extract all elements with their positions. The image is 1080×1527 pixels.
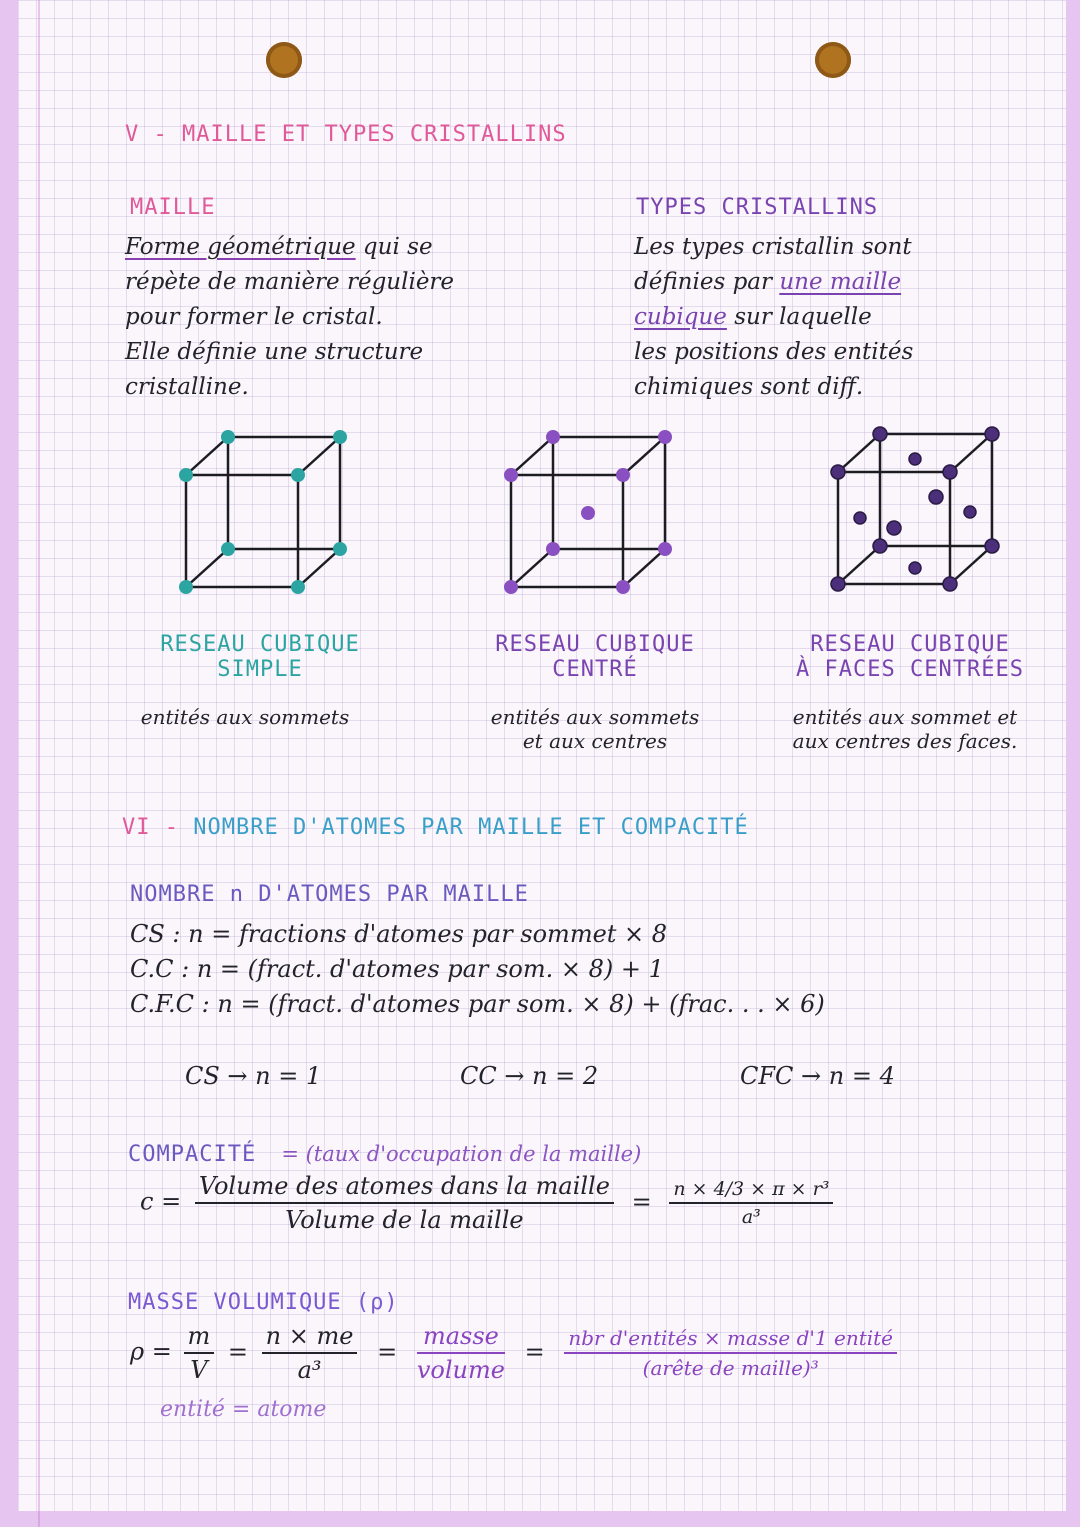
cube-centered-description: entités aux sommets et aux centres bbox=[490, 705, 700, 753]
formula-cfc: C.F.C : n = (fract. d'atomes par som. × 8) + (frac. . . × 6) bbox=[130, 990, 825, 1018]
formula-cs: CS : n = fractions d'atomes par sommet × 8 bbox=[130, 920, 668, 948]
result-cfc: CFC → n = 4 bbox=[740, 1062, 895, 1090]
entite-note: entité = atome bbox=[160, 1397, 327, 1422]
formula-cc: C.C : n = (fract. d'atomes par som. × 8) + 1 bbox=[130, 955, 664, 983]
punch-hole-right bbox=[815, 42, 851, 78]
page-edge-bottom bbox=[0, 1511, 1080, 1527]
nombre-heading: NOMBRE n D'ATOMES PAR MAILLE bbox=[130, 882, 529, 907]
cube-simple-caption: RESEAU CUBIQUE SIMPLE bbox=[160, 632, 360, 682]
masse-volumique-heading: MASSE VOLUMIQUE (ρ) bbox=[128, 1290, 399, 1315]
cube-face-centered-diagram bbox=[822, 422, 1012, 592]
cube-simple-description: entités aux sommets bbox=[140, 705, 350, 729]
compacite-note: = (taux d'occupation de la maille) bbox=[281, 1142, 642, 1166]
cube-centered-diagram bbox=[495, 425, 685, 595]
section-5-title: V - MAILLE ET TYPES CRISTALLINS bbox=[125, 122, 567, 147]
section-6-title: VI - NOMBRE D'ATOMES PAR MAILLE ET COMPACITÉ bbox=[122, 815, 749, 840]
result-cc: CC → n = 2 bbox=[460, 1062, 599, 1090]
margin-line bbox=[38, 0, 40, 1527]
compacite-heading: COMPACITÉ bbox=[128, 1142, 257, 1167]
types-definition: Les types cristallin sont définies par une maille cubique sur laquelle les positions des entités chimiques sont diff. bbox=[634, 234, 914, 400]
result-cs: CS → n = 1 bbox=[185, 1062, 322, 1090]
cube-simple-diagram bbox=[170, 425, 360, 595]
maille-heading: MAILLE bbox=[130, 195, 216, 220]
maille-definition: Forme géométrique qui se répète de manière régulière pour former le cristal. Elle définie une structure cristalline. bbox=[125, 234, 455, 400]
masse-volumique-formula: ρ = $\frac{m}{V}$ = $\frac{n \times me}{\text{a³}}$ = $\frac{\text{masse}}{\text{volume}}$ = $\frac{\text{nbr d'entités × masse d'1 entité}}{\text{(arête de maille)³}}$ bbox=[130, 1322, 897, 1384]
page-edge-left bbox=[0, 0, 18, 1527]
page-edge-right bbox=[1066, 0, 1080, 1527]
cube-face-centered-caption: RESEAU CUBIQUE À FACES CENTRÉES bbox=[796, 632, 1024, 682]
compacite-formula: c = $\frac{\text{Volume des atomes dans la maille}}{\text{Volume de la maille}}$ = $\frac{\text{n × 4/3 × π × r³}}{\text{a³}}$ bbox=[140, 1172, 833, 1234]
maille-highlight: Forme géométrique bbox=[125, 234, 356, 260]
punch-hole-left bbox=[266, 42, 302, 78]
cube-face-centered-description: entités aux sommet et aux centres des faces. bbox=[792, 705, 1018, 753]
types-heading: TYPES CRISTALLINS bbox=[636, 195, 879, 220]
compacite-heading-row bbox=[128, 1137, 641, 1172]
cube-centered-caption: RESEAU CUBIQUE CENTRÉ bbox=[495, 632, 695, 682]
